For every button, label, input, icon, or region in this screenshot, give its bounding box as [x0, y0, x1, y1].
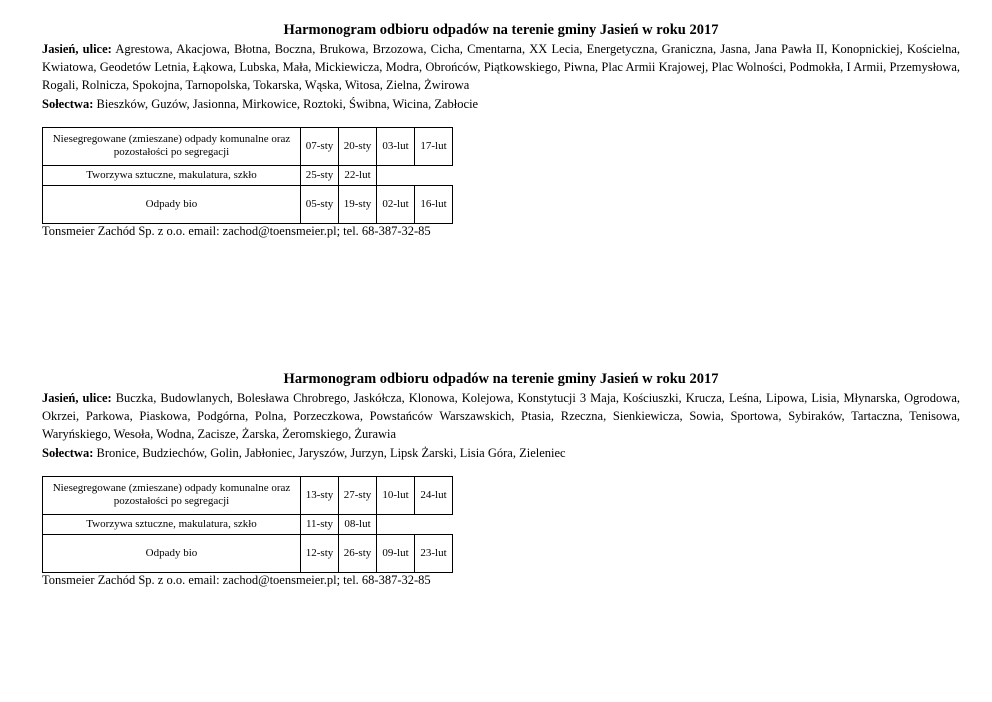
schedule-table — [42, 127, 453, 224]
company-contact: Tonsmeier Zachód Sp. z o.o. email: zachod@toensmeier.pl; tel. 68-387-32-85 — [42, 572, 431, 587]
category-cell: Tworzywa sztuczne, makulatura, szkło — [43, 514, 301, 534]
villages-paragraph — [42, 444, 960, 462]
date-cell: 27-sty — [339, 476, 377, 514]
table-row — [43, 476, 453, 514]
empty-cell — [415, 165, 453, 185]
villages-list: Bieszków, Guzów, Jasionna, Mirkowice, Roztoki, Świbna, Wicina, Zabłocie — [93, 96, 479, 111]
streets-paragraph — [42, 389, 960, 444]
company-contact: Tonsmeier Zachód Sp. z o.o. email: zachod@toensmeier.pl; tel. 68-387-32-85 — [42, 223, 431, 238]
table-row — [43, 534, 453, 572]
table-row — [43, 514, 453, 534]
table-row — [43, 127, 453, 165]
date-cell: 20-sty — [339, 127, 377, 165]
date-cell: 24-lut — [415, 476, 453, 514]
empty-cell — [377, 165, 415, 185]
table-row — [43, 165, 453, 185]
date-cell: 22-lut — [339, 165, 377, 185]
document-title: Harmonogram odbioru odpadów na terenie gminy Jasień w roku 2017 — [283, 371, 719, 387]
date-cell: 05-sty — [301, 185, 339, 223]
empty-cell — [415, 514, 453, 534]
villages-label: Sołectwa: — [42, 445, 94, 460]
streets-label: Jasień, ulice: — [42, 391, 112, 405]
villages-label: Sołectwa: — [42, 96, 94, 111]
document-title: Harmonogram odbioru odpadów na terenie gminy Jasień w roku 2017 — [283, 22, 719, 38]
date-cell: 23-lut — [415, 534, 453, 572]
streets-label: Jasień, ulice: — [42, 42, 112, 56]
streets-list: Buczka, Budowlanych, Bolesława Chrobrego, Jaskółcza, Klonowa, Kolejowa, Konstytucji 3 Maja, Kościuszki, Krucza, Leśna, Lipowa, Lisia, Młynarska, Ogrodowa, Okrzei, Parkowa, Piaskowa, Podgórna, Polna, Porzeczkowa, Powstańców Warszawskich, Ptasia, Rzeczna, Sienkiewicza, Sowia, Sportowa, Sybiraków, Tartaczna, Tenisowa, Waryńskiego, Wesoła, Wodna, Zacisze, Żarska, Żeromskiego, Żurawia — [42, 391, 960, 442]
date-cell: 26-sty — [339, 534, 377, 572]
streets-paragraph — [42, 40, 960, 95]
date-cell: 03-lut — [377, 127, 415, 165]
category-cell: Tworzywa sztuczne, makulatura, szkło — [43, 165, 301, 185]
date-cell: 17-lut — [415, 127, 453, 165]
streets-list: Agrestowa, Akacjowa, Błotna, Boczna, Brukowa, Brzozowa, Cicha, Cmentarna, XX Lecia, Energetyczna, Graniczna, Jasna, Jana Pawła II, Konopnickiej, Kościelna, Kwiatowa, Geodetów Letnia, Łąkowa, Lubska, Mała, Mickiewicza, Modra, Obrońców, Piątkowskiego, Piwna, Plac Armii Krajowej, Plac Wolności, Podmokła, I Armii, Przemysłowa, Rogali, Rolnicza, Spokojna, Tarnopolska, Tokarska, Wąska, Witosa, Zielna, Żwirowa — [42, 42, 960, 93]
date-cell: 08-lut — [339, 514, 377, 534]
villages-paragraph — [42, 95, 960, 113]
schedule-table — [42, 476, 453, 573]
empty-cell — [377, 514, 415, 534]
date-cell: 07-sty — [301, 127, 339, 165]
date-cell: 13-sty — [301, 476, 339, 514]
date-cell: 25-sty — [301, 165, 339, 185]
category-cell: Odpady bio — [43, 185, 301, 223]
date-cell: 12-sty — [301, 534, 339, 572]
schedule-section-1 — [42, 22, 960, 239]
villages-list: Bronice, Budziechów, Golin, Jabłoniec, Jaryszów, Jurzyn, Lipsk Żarski, Lisia Góra, Zieleniec — [93, 445, 566, 460]
date-cell: 09-lut — [377, 534, 415, 572]
category-cell: Odpady bio — [43, 534, 301, 572]
category-cell: Niesegregowane (zmieszane) odpady komunalne oraz pozostałości po segregacji — [43, 476, 301, 514]
date-cell: 10-lut — [377, 476, 415, 514]
category-cell: Niesegregowane (zmieszane) odpady komunalne oraz pozostałości po segregacji — [43, 127, 301, 165]
schedule-section-2 — [42, 371, 960, 588]
date-cell: 16-lut — [415, 185, 453, 223]
date-cell: 19-sty — [339, 185, 377, 223]
date-cell: 11-sty — [301, 514, 339, 534]
table-row — [43, 185, 453, 223]
date-cell: 02-lut — [377, 185, 415, 223]
